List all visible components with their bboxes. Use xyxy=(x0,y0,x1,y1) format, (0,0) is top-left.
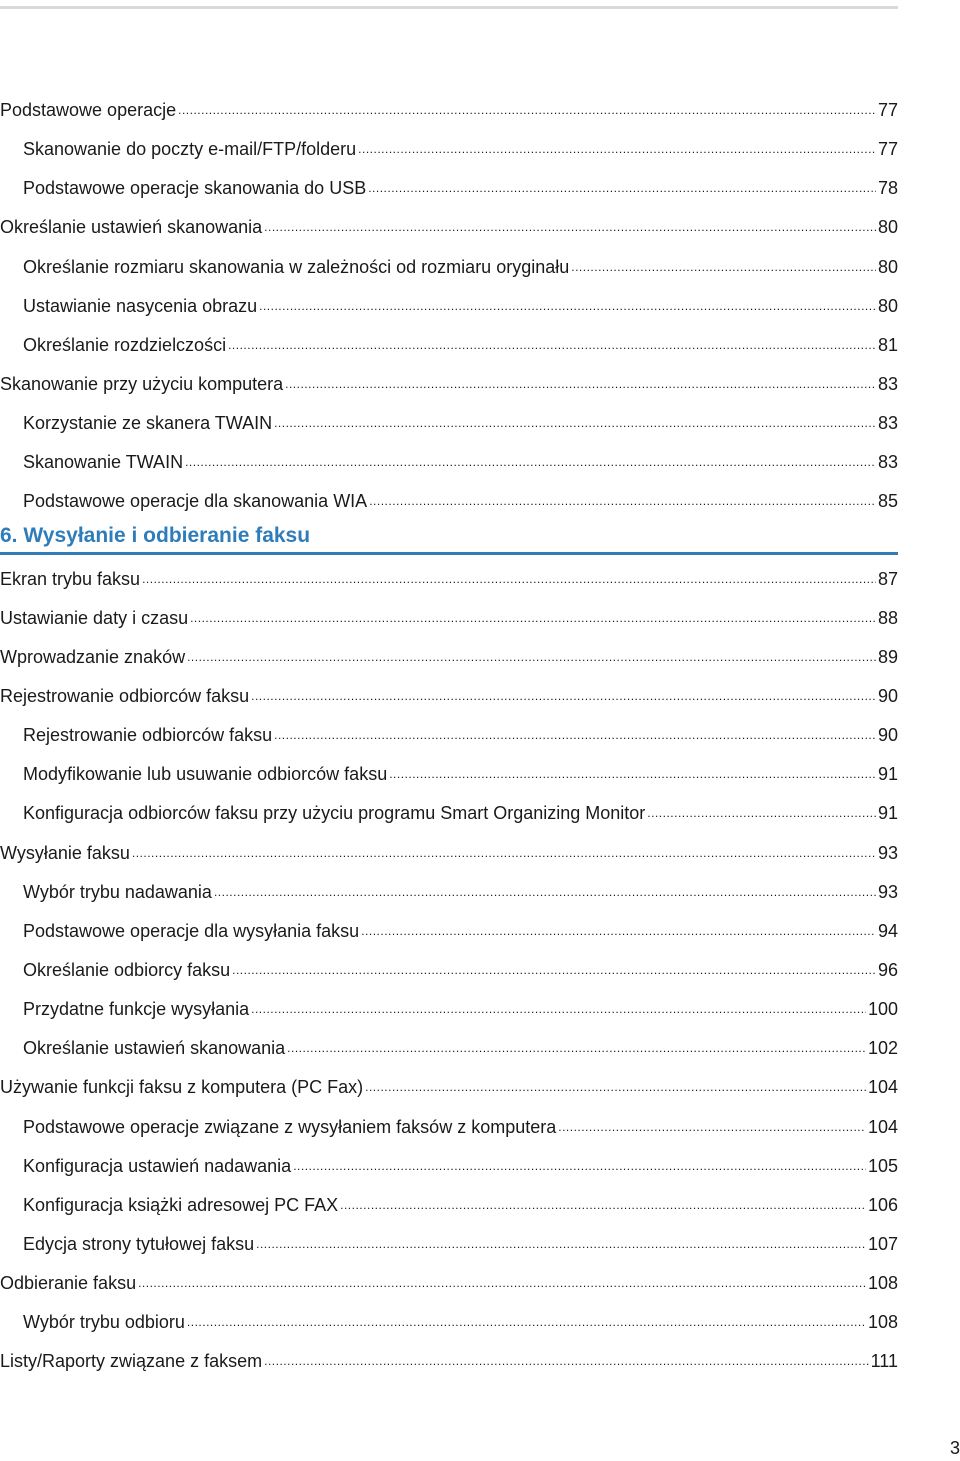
toc-entry-page: 87 xyxy=(877,568,898,589)
dot-leader xyxy=(264,206,876,247)
dot-leader xyxy=(251,675,876,716)
toc-entry-title: Odbieranie faksu xyxy=(0,1273,137,1294)
dot-leader xyxy=(187,1301,866,1342)
dot-leader xyxy=(274,402,876,443)
toc-subentry[interactable] xyxy=(0,1225,898,1264)
toc-entry-title: Określanie ustawień skanowania xyxy=(23,1038,286,1059)
dot-leader xyxy=(293,1145,866,1186)
dot-leader xyxy=(264,1340,869,1381)
dot-leader xyxy=(361,910,876,951)
toc-subentry[interactable] xyxy=(0,1108,898,1147)
toc-entry-title: Konfiguracja książki adresowej PC FAX xyxy=(23,1194,339,1215)
toc-entry-title: Konfiguracja odbiorców faksu przy użyciu programu Smart Organizing Monitor xyxy=(23,803,646,824)
toc-entry-title: Modyfikowanie lub usuwanie odbiorców faksu xyxy=(23,764,388,785)
toc-entry-title: Podstawowe operacje xyxy=(0,100,177,120)
toc-entry-title: Skanowanie TWAIN xyxy=(23,452,184,473)
toc-entry-page: 108 xyxy=(867,1273,898,1294)
dot-leader xyxy=(274,714,876,755)
toc-subentry[interactable] xyxy=(0,482,898,521)
toc-entry-page: 85 xyxy=(877,491,898,512)
toc-entry[interactable] xyxy=(0,1342,898,1381)
dot-leader xyxy=(228,324,876,365)
dot-leader xyxy=(232,949,876,990)
dot-leader xyxy=(259,285,876,326)
toc-entry-title: Przydatne funkcje wysyłania xyxy=(23,999,250,1020)
dot-leader xyxy=(340,1184,866,1225)
toc-subentry[interactable] xyxy=(0,990,898,1029)
toc-entry-title: Edycja strony tytułowej faksu xyxy=(23,1233,255,1254)
dot-leader xyxy=(365,1066,866,1107)
toc-entry-title: Ekran trybu faksu xyxy=(0,568,141,589)
toc-entry[interactable] xyxy=(0,208,898,247)
header-rule xyxy=(0,6,898,9)
dot-leader xyxy=(178,89,876,130)
toc-entry-title: Podstawowe operacje związane z wysyłaniem faksów z komputera xyxy=(23,1116,557,1137)
toc-entry-page: 91 xyxy=(877,803,898,824)
toc-entry-page: 90 xyxy=(877,685,898,706)
toc-entry-title: Określanie rozdzielczości xyxy=(23,334,227,355)
toc-entry-title: Używanie funkcji faksu z komputera (PC Fax) xyxy=(0,1077,364,1098)
toc-entry-title: Podstawowe operacje skanowania do USB xyxy=(23,178,367,199)
toc-entry-title: Rejestrowanie odbiorców faksu xyxy=(0,685,250,706)
toc-entry-page: 105 xyxy=(867,1155,898,1176)
toc-entry-page: 77 xyxy=(877,139,898,160)
toc-entry-page: 90 xyxy=(877,725,898,746)
toc-entry-page: 89 xyxy=(877,646,898,667)
chapter-heading[interactable] xyxy=(0,518,898,560)
toc-entry-page: 80 xyxy=(877,217,898,238)
toc-section-after xyxy=(0,560,898,1382)
dot-leader xyxy=(369,480,876,521)
toc-entry[interactable] xyxy=(0,560,898,599)
toc-entry-title: Ustawianie daty i czasu xyxy=(0,607,189,628)
toc-entry-page: 96 xyxy=(877,959,898,980)
toc-subentry[interactable] xyxy=(0,912,898,951)
dot-leader xyxy=(368,167,876,208)
toc-subentry[interactable] xyxy=(0,755,898,794)
toc-subentry[interactable] xyxy=(0,130,898,169)
dot-leader xyxy=(389,753,876,794)
dot-leader xyxy=(287,1027,866,1068)
toc-entry-page: 104 xyxy=(867,1077,898,1098)
toc-entry-title: Listy/Raporty związane z faksem xyxy=(0,1351,263,1372)
toc-entry-page: 83 xyxy=(877,413,898,434)
toc-entry-page: 107 xyxy=(867,1233,898,1254)
toc-entry-page: 111 xyxy=(870,1351,898,1372)
dot-leader xyxy=(185,441,876,482)
toc-entry-title: Wybór trybu nadawania xyxy=(23,881,212,902)
toc-entry[interactable] xyxy=(0,1264,898,1303)
page-number: 3 xyxy=(949,1438,960,1458)
toc-entry-page: 83 xyxy=(877,373,898,394)
toc-entry-title: Korzystanie ze skanera TWAIN xyxy=(23,413,273,434)
toc-entry-page: 104 xyxy=(867,1116,898,1137)
toc-entry-page: 94 xyxy=(877,920,898,941)
chapter-rule xyxy=(0,552,898,555)
toc-entry-title: Podstawowe operacje dla skanowania WIA xyxy=(23,491,368,512)
toc-subentry[interactable] xyxy=(0,1186,898,1225)
toc-entry-page: 91 xyxy=(877,764,898,785)
toc-subentry[interactable] xyxy=(0,404,898,443)
toc-entry-page: 83 xyxy=(877,452,898,473)
toc-entry-title: Skanowanie przy użyciu komputera xyxy=(0,373,284,394)
toc-entry-title: Wysyłanie faksu xyxy=(0,842,130,863)
toc-subentry[interactable] xyxy=(0,169,898,208)
toc-entry[interactable] xyxy=(0,677,898,716)
toc-entry-title: Rejestrowanie odbiorców faksu xyxy=(23,725,273,746)
dot-leader xyxy=(190,597,876,638)
toc-entry-page: 100 xyxy=(867,999,898,1020)
toc-entry-page: 80 xyxy=(877,295,898,316)
toc-entry-page: 80 xyxy=(877,256,898,277)
dot-leader xyxy=(132,832,876,873)
toc-subentry[interactable] xyxy=(0,443,898,482)
toc-entry[interactable] xyxy=(0,834,898,873)
dot-leader xyxy=(285,363,876,404)
toc-entry-page: 108 xyxy=(867,1312,898,1333)
dot-leader xyxy=(358,128,876,169)
toc-subentry[interactable] xyxy=(0,794,898,833)
chapter-title: 6. Wysyłanie i odbieranie faksu xyxy=(0,524,311,548)
dot-leader xyxy=(214,871,876,912)
toc-entry[interactable] xyxy=(0,1068,898,1107)
toc-entry-title: Wybór trybu odbioru xyxy=(23,1312,185,1333)
dot-leader xyxy=(571,246,876,287)
toc-entry-title: Określanie rozmiaru skanowania w zależności od rozmiaru oryginału xyxy=(23,256,570,277)
toc-entry-title: Konfiguracja ustawień nadawania xyxy=(23,1155,292,1176)
toc-entry-page: 93 xyxy=(877,842,898,863)
toc-entry[interactable] xyxy=(0,599,898,638)
dot-leader xyxy=(187,636,876,677)
dot-leader xyxy=(138,1262,866,1303)
toc-entry-page: 77 xyxy=(877,100,898,120)
table-of-contents xyxy=(0,91,898,1382)
toc-entry[interactable] xyxy=(0,638,898,677)
toc-entry-page: 102 xyxy=(867,1038,898,1059)
toc-entry-title: Określanie odbiorcy faksu xyxy=(23,959,231,980)
toc-entry-page: 81 xyxy=(877,334,898,355)
toc-entry-page: 93 xyxy=(877,881,898,902)
toc-subentry[interactable] xyxy=(0,326,898,365)
toc-subentry[interactable] xyxy=(0,1303,898,1342)
toc-entry-page: 106 xyxy=(867,1194,898,1215)
toc-entry-title: Skanowanie do poczty e-mail/FTP/folderu xyxy=(23,139,357,160)
dot-leader xyxy=(142,558,876,599)
toc-subentry[interactable] xyxy=(0,248,898,287)
dot-leader xyxy=(251,988,866,1029)
dot-leader xyxy=(256,1223,866,1264)
toc-section-before xyxy=(0,91,898,522)
toc-entry-title: Podstawowe operacje dla wysyłania faksu xyxy=(23,920,360,941)
toc-entry-title: Określanie ustawień skanowania xyxy=(0,217,263,238)
toc-entry[interactable] xyxy=(0,365,898,404)
toc-subentry[interactable] xyxy=(0,951,898,990)
toc-subentry[interactable] xyxy=(0,287,898,326)
toc-subentry[interactable] xyxy=(0,1147,898,1186)
toc-entry[interactable] xyxy=(0,91,898,130)
toc-subentry[interactable] xyxy=(0,716,898,755)
toc-entry-title: Wprowadzanie znaków xyxy=(0,646,186,667)
toc-entry-title: Ustawianie nasycenia obrazu xyxy=(23,295,258,316)
dot-leader xyxy=(647,792,876,833)
dot-leader xyxy=(558,1106,866,1147)
toc-entry-page: 78 xyxy=(877,178,898,199)
toc-entry-page: 88 xyxy=(877,607,898,628)
toc-subentry[interactable] xyxy=(0,1029,898,1068)
toc-subentry[interactable] xyxy=(0,873,898,912)
